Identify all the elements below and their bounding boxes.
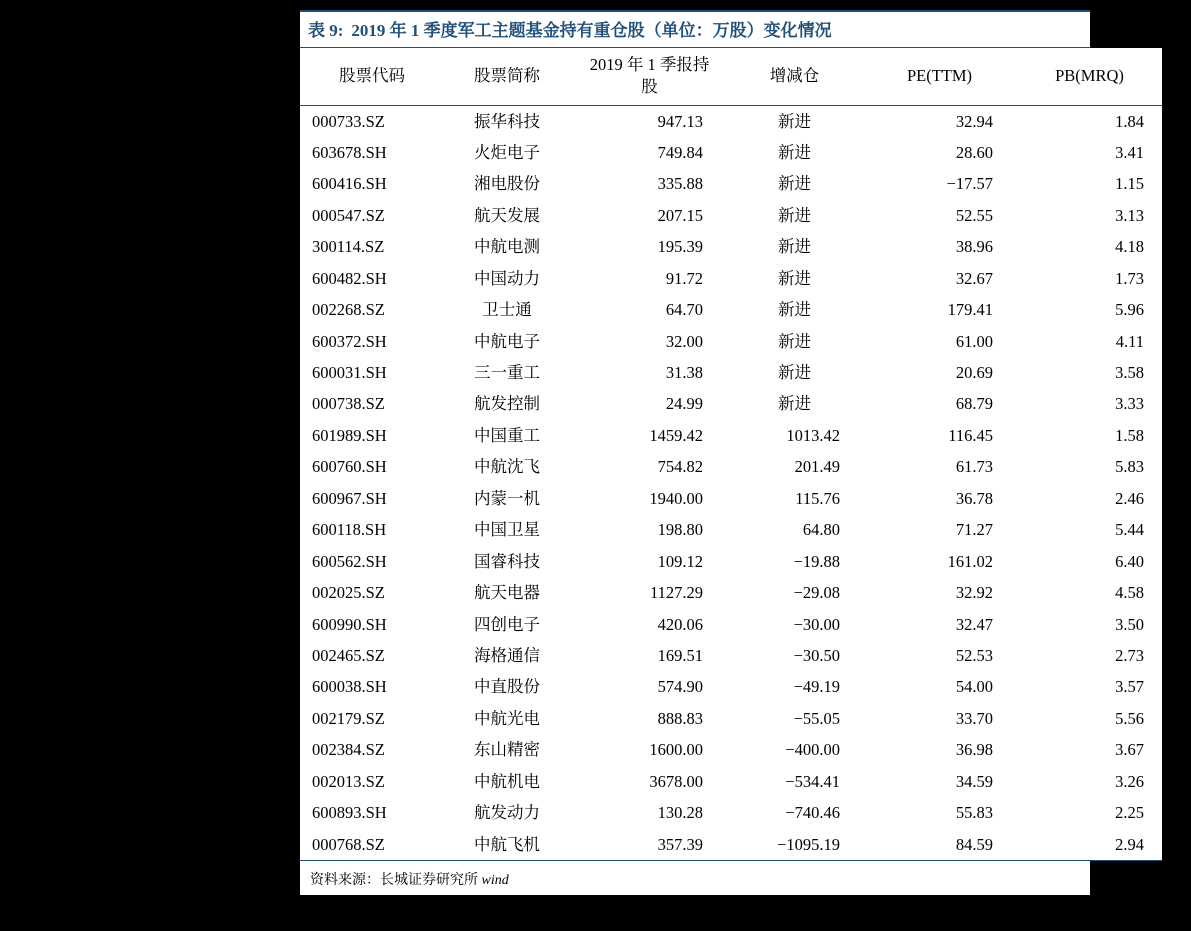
cell-code: 600562.SH [312, 551, 387, 571]
cell-pb: 2.73 [1115, 645, 1144, 665]
cell-holding: 169.51 [657, 645, 703, 665]
cell-code: 000733.SZ [312, 111, 385, 131]
cell-name: 中航电子 [474, 331, 540, 351]
cell-code: 600990.SH [312, 614, 387, 634]
cell-change: 1013.42 [786, 425, 840, 445]
cell-pb: 6.40 [1115, 551, 1144, 571]
cell-change: 新进 [778, 237, 811, 257]
table-row [300, 263, 1162, 294]
cell-name: 东山精密 [474, 740, 540, 760]
cell-pb: 3.67 [1115, 740, 1144, 760]
table-row [300, 420, 1162, 451]
cell-change: 新进 [778, 268, 811, 288]
cell-code: 600038.SH [312, 677, 387, 697]
cell-pb: 1.15 [1115, 174, 1144, 194]
cell-code: 002384.SZ [312, 740, 385, 760]
cell-change: 新进 [778, 111, 811, 131]
cell-holding: 109.12 [657, 551, 703, 571]
cell-holding: 888.83 [657, 708, 703, 728]
cell-holding: 24.99 [665, 394, 703, 414]
cell-pb: 5.56 [1115, 708, 1144, 728]
table-row [300, 451, 1162, 482]
cell-code: 603678.SH [312, 142, 387, 162]
cell-pe: 61.00 [955, 331, 993, 351]
cell-pe: 61.73 [955, 457, 993, 477]
cell-name: 国睿科技 [474, 551, 540, 571]
cell-code: 000547.SZ [312, 205, 385, 225]
table-row [300, 137, 1162, 168]
cell-name: 火炬电子 [474, 142, 540, 162]
cell-holding: 947.13 [657, 111, 703, 131]
table-container [300, 10, 1144, 895]
cell-pe: 38.96 [955, 237, 993, 257]
cell-code: 600372.SH [312, 331, 387, 351]
table-title: 2019 年 1 季度军工主题基金持有重仓股（单位：万股）变化情况 [351, 21, 832, 40]
table-row [300, 514, 1162, 545]
cell-pe: 116.45 [948, 425, 993, 445]
cell-pe: 32.67 [955, 268, 993, 288]
cell-holding: 195.39 [657, 237, 703, 257]
cell-pb: 5.96 [1115, 300, 1144, 320]
cell-change: 新进 [778, 331, 811, 351]
cell-name: 中航电测 [474, 237, 540, 257]
cell-name: 中航机电 [474, 771, 540, 791]
table-row [300, 357, 1162, 388]
cell-pb: 3.57 [1115, 677, 1144, 697]
table-row [300, 326, 1162, 357]
table-row [300, 577, 1162, 608]
cell-pb: 4.58 [1115, 583, 1144, 603]
cell-name: 航发控制 [474, 394, 540, 414]
cell-code: 600118.SH [312, 520, 387, 540]
cell-pb: 4.18 [1115, 237, 1144, 257]
table-row [300, 734, 1162, 765]
cell-change: 新进 [778, 174, 811, 194]
cell-pe: 52.55 [955, 205, 993, 225]
cell-code: 002025.SZ [312, 583, 385, 603]
cell-holding: 1940.00 [649, 488, 703, 508]
column-header-pe: PE(TTM) [862, 48, 1017, 105]
cell-name: 中航光电 [474, 708, 540, 728]
cell-pb: 1.58 [1115, 425, 1144, 445]
cell-code: 000738.SZ [312, 394, 385, 414]
cell-name: 卫士通 [482, 300, 532, 320]
cell-change: −30.50 [793, 645, 840, 665]
cell-pb: 3.26 [1115, 771, 1144, 791]
cell-pe: 20.69 [955, 363, 993, 383]
column-header-code: 股票代码 [300, 48, 442, 105]
cell-name: 中国动力 [474, 268, 540, 288]
table-row [300, 703, 1162, 734]
cell-pb: 3.33 [1115, 394, 1144, 414]
cell-name: 中航飞机 [442, 829, 572, 861]
cell-pe: 36.78 [955, 488, 993, 508]
cell-name: 中国卫星 [474, 520, 540, 540]
cell-pe: −17.57 [946, 174, 993, 194]
cell-holding: 31.38 [665, 363, 703, 383]
cell-pe: 28.60 [955, 142, 993, 162]
cell-change: −740.46 [785, 803, 840, 823]
cell-change: 115.76 [795, 488, 840, 508]
cell-pe: 68.79 [955, 394, 993, 414]
cell-holding: 91.72 [665, 268, 703, 288]
cell-pb: 1.73 [1115, 268, 1144, 288]
cell-holding: 32.00 [665, 331, 703, 351]
cell-holding: 64.70 [665, 300, 703, 320]
cell-pb: 2.94 [1017, 829, 1162, 861]
cell-change: 新进 [778, 363, 811, 383]
cell-pe: 55.83 [955, 803, 993, 823]
cell-pb: 3.13 [1115, 205, 1144, 225]
cell-code: 600760.SH [312, 457, 387, 477]
cell-holding: 198.80 [657, 520, 703, 540]
cell-pb: 5.83 [1115, 457, 1144, 477]
cell-pb: 2.25 [1115, 803, 1144, 823]
cell-pb: 5.44 [1115, 520, 1144, 540]
cell-pe: 32.47 [955, 614, 993, 634]
table-row [300, 766, 1162, 797]
cell-holding: 749.84 [657, 142, 703, 162]
cell-code: 600416.SH [312, 174, 387, 194]
header-row [300, 48, 1162, 105]
table-row [300, 294, 1162, 325]
cell-change: −400.00 [785, 740, 840, 760]
cell-name: 内蒙一机 [474, 488, 540, 508]
cell-holding: 754.82 [657, 457, 703, 477]
table-row [300, 797, 1162, 828]
source-label: 资料来源：长城证券研究所 [310, 873, 478, 889]
cell-holding: 574.90 [657, 677, 703, 697]
cell-holding: 207.15 [657, 205, 703, 225]
cell-change: −55.05 [793, 708, 840, 728]
table-row [300, 168, 1162, 199]
cell-name: 中航沈飞 [474, 457, 540, 477]
cell-change: 新进 [778, 205, 811, 225]
cell-code: 002179.SZ [312, 708, 385, 728]
cell-holding: 130.28 [657, 803, 703, 823]
cell-pe: 36.98 [955, 740, 993, 760]
cell-name: 海格通信 [474, 645, 540, 665]
cell-pb: 3.50 [1115, 614, 1144, 634]
table-row [300, 231, 1162, 262]
table-header [300, 48, 1162, 105]
cell-change: 新进 [778, 142, 811, 162]
cell-pe: 32.94 [955, 111, 993, 131]
column-header-pb: PB(MRQ) [1017, 48, 1162, 105]
cell-change: −49.19 [793, 677, 840, 697]
table-row [300, 671, 1162, 702]
cell-pe: 52.53 [955, 645, 993, 665]
cell-pe: 32.92 [955, 583, 993, 603]
cell-code: 600967.SH [312, 488, 387, 508]
column-header-holding: 2019 年 1 季报持股 [572, 48, 727, 105]
cell-name: 航天电器 [474, 583, 540, 603]
cell-pb: 1.84 [1115, 111, 1144, 131]
cell-code: 002465.SZ [312, 645, 385, 665]
cell-code: 002268.SZ [312, 300, 385, 320]
cell-pe: 33.70 [955, 708, 993, 728]
cell-change: −29.08 [793, 583, 840, 603]
cell-change: 64.80 [802, 520, 840, 540]
table-row [300, 483, 1162, 514]
cell-holding: 335.88 [657, 174, 703, 194]
cell-holding: 357.39 [572, 829, 727, 861]
table-row [300, 200, 1162, 231]
table-row [300, 105, 1162, 137]
cell-pe: 161.02 [947, 551, 993, 571]
cell-name: 振华科技 [474, 111, 540, 131]
table-body [300, 105, 1162, 861]
cell-code: 601989.SH [312, 425, 387, 445]
cell-name: 三一重工 [474, 363, 540, 383]
cell-name: 四创电子 [474, 614, 540, 634]
cell-change: −30.00 [793, 614, 840, 634]
source-value: wind [481, 873, 509, 889]
cell-code: 000768.SZ [300, 829, 442, 861]
cell-holding: 3678.00 [649, 771, 703, 791]
cell-pe: 34.59 [955, 771, 993, 791]
cell-pb: 4.11 [1115, 331, 1144, 351]
cell-name: 中直股份 [474, 677, 540, 697]
cell-change: −1095.19 [727, 829, 862, 861]
table-caption [300, 10, 1090, 48]
source-note [300, 861, 1090, 895]
cell-name: 湘电股份 [474, 174, 540, 194]
cell-code: 300114.SZ [312, 237, 385, 257]
cell-code: 600482.SH [312, 268, 387, 288]
cell-change: 201.49 [794, 457, 840, 477]
cell-code: 600031.SH [312, 363, 387, 383]
cell-pe: 71.27 [955, 520, 993, 540]
cell-pe: 84.59 [862, 829, 1017, 861]
table-row [300, 388, 1162, 419]
table-number-label: 表 9: [308, 21, 344, 40]
table-row [300, 640, 1162, 671]
column-header-name: 股票简称 [442, 48, 572, 105]
cell-pe: 54.00 [955, 677, 993, 697]
cell-pb: 3.41 [1115, 142, 1144, 162]
cell-holding: 1600.00 [649, 740, 703, 760]
cell-change: 新进 [778, 394, 811, 414]
table-row [300, 546, 1162, 577]
table-row [300, 829, 1162, 861]
cell-pb: 3.58 [1115, 363, 1144, 383]
cell-pb: 2.46 [1115, 488, 1144, 508]
cell-code: 002013.SZ [312, 771, 385, 791]
holdings-table [300, 48, 1162, 861]
cell-name: 中国重工 [474, 425, 540, 445]
table-row [300, 609, 1162, 640]
cell-name: 航天发展 [474, 205, 540, 225]
cell-pe: 179.41 [947, 300, 993, 320]
cell-holding: 1459.42 [649, 425, 703, 445]
column-header-change: 增减仓 [727, 48, 862, 105]
cell-holding: 1127.29 [649, 583, 703, 603]
cell-change: −19.88 [793, 551, 840, 571]
cell-change: −534.41 [785, 771, 840, 791]
cell-code: 600893.SH [312, 803, 387, 823]
cell-name: 航发动力 [474, 803, 540, 823]
cell-holding: 420.06 [657, 614, 703, 634]
cell-change: 新进 [778, 300, 811, 320]
